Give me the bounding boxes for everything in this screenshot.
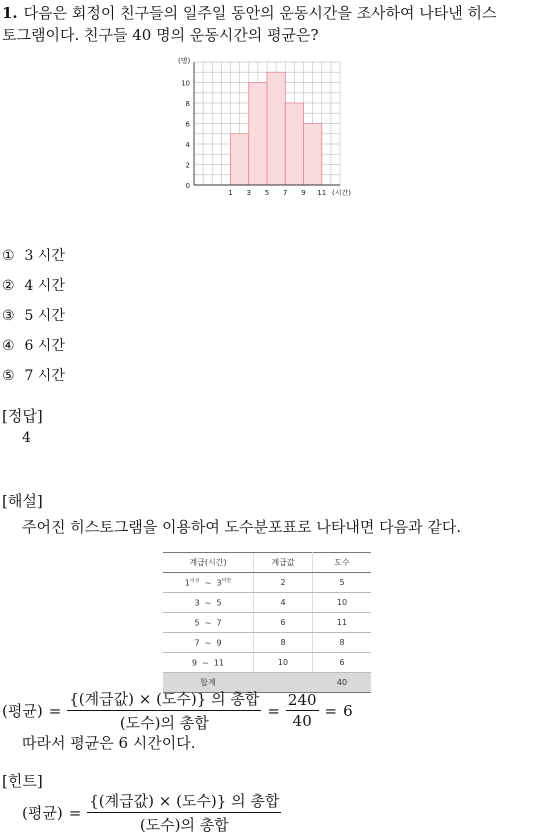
choice-mark: ① — [2, 248, 15, 264]
hint-formula-equals: = — [68, 803, 82, 822]
cell-frequency: 10 — [313, 593, 372, 613]
formula-equals-3: = — [324, 701, 338, 720]
choice-3[interactable] — [2, 305, 65, 325]
conclusion-text: 따라서 평균은 6 시간이다. — [22, 734, 196, 752]
choice-mark: ③ — [2, 308, 15, 324]
cell-midpoint: 6 — [254, 613, 313, 633]
choice-5[interactable] — [2, 365, 65, 385]
histogram-chart — [170, 52, 370, 202]
choice-text: 6 시간 — [24, 338, 65, 354]
formula-equals: = — [48, 701, 62, 720]
class-low: 9 — [191, 658, 197, 668]
mean-formula — [2, 688, 353, 733]
table-row — [163, 573, 371, 593]
choice-mark: ⑤ — [2, 368, 15, 384]
header-class: 계급(시간) — [163, 553, 254, 573]
question-line-1 — [2, 2, 497, 23]
choice-text: 3 시간 — [24, 248, 65, 264]
choice-2[interactable] — [2, 275, 65, 295]
frequency-table — [163, 552, 371, 693]
class-high: 9 — [216, 638, 222, 648]
class-low: 7 — [194, 638, 200, 648]
x-tick-label: 9 — [301, 189, 306, 197]
x-tick-label: 5 — [264, 189, 270, 197]
choice-mark: ② — [2, 278, 15, 294]
choice-text: 7 시간 — [24, 368, 65, 384]
class-high: 3 — [216, 578, 222, 588]
header-midpoint: 계급값 — [254, 553, 313, 573]
formula-numerator-2: 240 — [287, 691, 317, 709]
table-row — [163, 653, 371, 673]
x-tick-labels — [228, 189, 326, 197]
question-number: 1. — [2, 4, 18, 22]
cell-class — [163, 633, 254, 653]
header-frequency: 도수 — [313, 553, 372, 573]
cell-frequency: 6 — [313, 653, 372, 673]
class-high-note: 미만 — [221, 578, 232, 585]
cell-midpoint: 10 — [254, 653, 313, 673]
formula-lhs: (평균) — [2, 702, 43, 720]
class-high: 5 — [216, 598, 222, 608]
choice-1[interactable] — [2, 245, 65, 265]
formula-numerator: {(계급값) × (도수)} 의 총합 — [67, 688, 261, 711]
class-low: 5 — [194, 618, 200, 628]
x-axis-label: (시간) — [332, 189, 351, 197]
class-high: 7 — [216, 618, 222, 628]
table-row — [163, 633, 371, 653]
cell-frequency: 8 — [313, 633, 372, 653]
x-tick-label: 1 — [228, 189, 233, 197]
explanation-label: [해설] — [2, 492, 43, 510]
x-tick-label: 7 — [283, 189, 288, 197]
table-header-row — [163, 553, 371, 573]
class-high: 11 — [213, 658, 225, 668]
histogram-bar — [267, 72, 285, 185]
hint-formula-fraction — [87, 790, 281, 835]
question-text-2: 토그램이다. 친구들 40 명의 운동시간의 평균은? — [2, 26, 319, 44]
formula-result: 6 — [343, 701, 353, 720]
class-sep: ~ — [202, 658, 209, 668]
y-tick-label: 0 — [185, 182, 190, 190]
chart-bars — [231, 72, 322, 185]
cell-frequency: 5 — [313, 573, 372, 593]
question-text-1: 다음은 회정이 친구들의 일주일 동안의 운동시간을 조사하여 나타낸 히스 — [23, 4, 497, 22]
histogram-bar — [304, 124, 322, 186]
hint-formula — [22, 790, 281, 835]
formula-fraction — [67, 688, 261, 733]
choice-text: 4 시간 — [24, 278, 65, 294]
y-tick-label: 2 — [185, 161, 190, 170]
histogram-bar — [231, 134, 249, 185]
formula-denominator-2: 40 — [292, 712, 312, 730]
answer-label: [정답] — [2, 407, 43, 425]
hint-formula-numerator: {(계급값) × (도수)} 의 총합 — [87, 790, 281, 813]
y-tick-label: 4 — [185, 141, 190, 149]
formula-equals-2: = — [267, 701, 280, 720]
hint-label: [힌트] — [2, 772, 43, 790]
table-row — [163, 593, 371, 613]
class-sep: ~ — [204, 578, 212, 588]
y-tick-labels — [181, 80, 190, 191]
cell-class — [163, 613, 254, 633]
cell-total-label: 합계 — [163, 673, 254, 693]
hint-formula-lhs: (평균) — [22, 804, 63, 822]
y-tick-label: 8 — [185, 100, 190, 108]
x-tick-label: 11 — [317, 189, 327, 197]
formula-fraction-2 — [286, 691, 319, 730]
choice-4[interactable] — [2, 335, 65, 355]
class-sep: ~ — [204, 638, 212, 648]
class-low: 3 — [194, 598, 200, 608]
cell-class — [163, 573, 254, 593]
y-tick-label: 6 — [185, 120, 190, 129]
choice-mark: ④ — [2, 338, 15, 354]
cell-frequency: 11 — [313, 613, 372, 633]
y-tick-label: 10 — [181, 79, 190, 88]
choice-text: 5 시간 — [24, 308, 65, 324]
class-sep: ~ — [204, 618, 212, 628]
histogram-bar — [285, 103, 303, 185]
cell-class — [163, 653, 254, 673]
y-axis-label: (명) — [178, 57, 191, 65]
answer-value: 4 — [22, 430, 31, 446]
cell-total-frequency: 40 — [313, 673, 372, 693]
explanation-text: 주어진 히스토그램을 이용하여 도수분포표로 나타내면 다음과 같다. — [22, 518, 462, 536]
class-low: 1 — [184, 578, 190, 588]
cell-midpoint: 8 — [254, 633, 313, 653]
cell-class — [163, 593, 254, 613]
hint-formula-denominator: (도수)의 총합 — [139, 816, 229, 834]
class-low-note: 이상 — [189, 578, 200, 585]
histogram-bar — [249, 83, 267, 186]
table-row — [163, 613, 371, 633]
class-sep: ~ — [204, 598, 212, 608]
formula-denominator: (도수)의 총합 — [119, 714, 209, 732]
cell-midpoint: 2 — [254, 573, 313, 593]
x-tick-label: 3 — [246, 189, 251, 197]
cell-midpoint: 4 — [254, 593, 313, 613]
